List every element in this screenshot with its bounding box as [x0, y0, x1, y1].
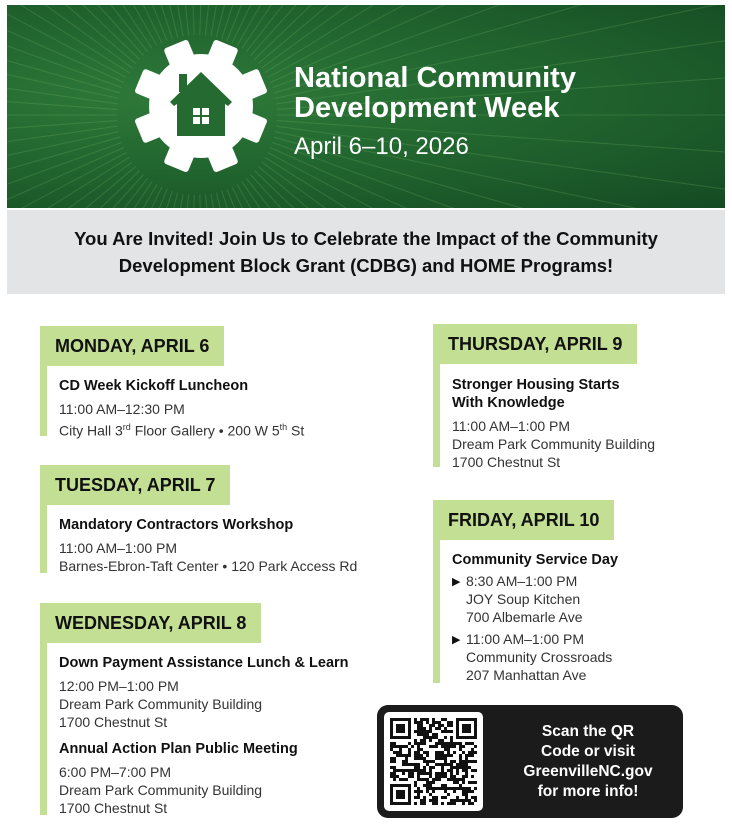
banner-title [294, 63, 576, 123]
event-location: City Hall 3rd Floor Gallery • 200 W 5th St [59, 422, 305, 439]
day-heading: THURSDAY, APRIL 9 [433, 324, 637, 364]
qr-code[interactable] [384, 712, 483, 811]
event-location: Dream Park Community Building [59, 782, 263, 798]
event-housing-starts [452, 376, 655, 471]
session-location: Community Crossroads [466, 649, 613, 665]
qr-code-icon [390, 718, 477, 805]
event-address: 1700 Chestnut St [59, 800, 168, 816]
invite-line2: Development Block Grant (CDBG) and HOME Programs! [118, 255, 614, 276]
banner-date: April 6–10, 2026 [294, 133, 469, 160]
invite-line1: You Are Invited! Join Us to Celebrate the Impact of the Community [74, 228, 658, 249]
event-cd-week-kickoff [59, 377, 304, 440]
header-banner [7, 5, 725, 208]
qr-line3-website: GreenvilleNC.gov [523, 762, 653, 780]
session-address: 700 Albemarle Ave [466, 609, 583, 625]
session-time: 11:00 AM–1:00 PM [466, 631, 585, 647]
qr-line1: Scan the QR [541, 722, 635, 740]
event-time: 11:00 AM–1:00 PM [59, 540, 178, 556]
play-bullet-icon: ▶ [452, 576, 461, 588]
event-action-plan [59, 740, 298, 817]
day-heading: MONDAY, APRIL 6 [40, 326, 224, 366]
session-address: 207 Manhattan Ave [466, 667, 587, 683]
event-location: Dream Park Community Building [59, 696, 263, 712]
event-time: 12:00 PM–1:00 PM [59, 678, 179, 694]
banner-title-line1: National Community [294, 62, 576, 94]
qr-line4: for more info! [537, 782, 639, 800]
event-address: 1700 Chestnut St [59, 714, 168, 730]
event-title: Community Service Day [452, 552, 619, 568]
event-title-line1: Stronger Housing Starts [452, 377, 620, 393]
event-location: Dream Park Community Building [452, 436, 656, 452]
qr-text [493, 705, 683, 818]
session-joy-soup-kitchen [466, 572, 583, 626]
day-heading: FRIDAY, APRIL 10 [433, 500, 614, 540]
event-title-line2: With Knowledge [452, 395, 565, 411]
event-down-payment [59, 654, 349, 731]
event-time: 6:00 PM–7:00 PM [59, 764, 172, 780]
session-location: JOY Soup Kitchen [466, 591, 581, 607]
gear-house-icon [133, 38, 269, 174]
event-time: 11:00 AM–12:30 PM [59, 401, 185, 417]
play-bullet-icon: ▶ [452, 634, 461, 646]
event-community-service-day [452, 551, 618, 569]
event-location: Barnes-Ebron-Taft Center • 120 Park Access Rd [59, 558, 358, 574]
qr-line2: Code or visit [541, 742, 635, 760]
banner-title-line2: Development Week [294, 92, 560, 124]
invitation-band [7, 210, 725, 294]
event-address: 1700 Chestnut St [452, 454, 561, 470]
day-heading: WEDNESDAY, APRIL 8 [40, 603, 261, 643]
event-time: 11:00 AM–1:00 PM [452, 418, 571, 434]
event-title: Down Payment Assistance Lunch & Learn [59, 655, 349, 671]
event-title: Mandatory Contractors Workshop [59, 517, 294, 533]
event-contractors-workshop [59, 516, 357, 575]
event-title: CD Week Kickoff Luncheon [59, 378, 249, 394]
day-heading: TUESDAY, APRIL 7 [40, 465, 230, 505]
qr-callout [377, 705, 683, 818]
session-time: 8:30 AM–1:00 PM [466, 573, 578, 589]
session-community-crossroads [466, 630, 612, 684]
event-title: Annual Action Plan Public Meeting [59, 741, 298, 757]
